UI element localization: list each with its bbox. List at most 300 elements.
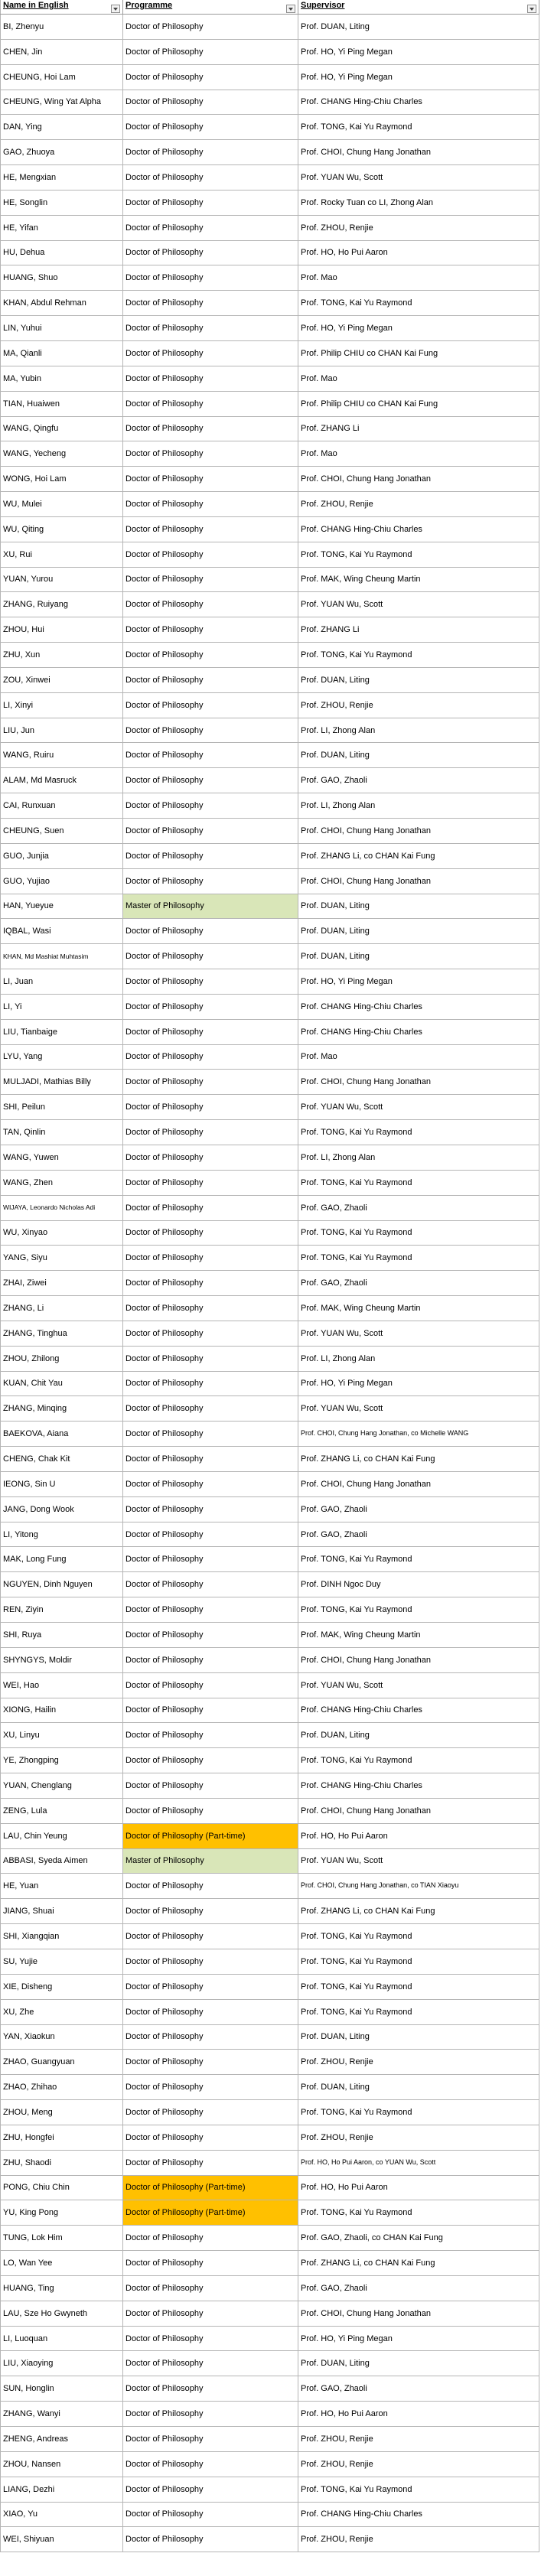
programme-cell[interactable]: Doctor of Philosophy: [123, 341, 298, 366]
name-cell[interactable]: BAEKOVA, Aiana: [0, 1422, 123, 1446]
name-cell[interactable]: HAN, Yueyue: [0, 894, 123, 919]
programme-cell[interactable]: Doctor of Philosophy: [123, 1799, 298, 1823]
supervisor-cell[interactable]: Prof. TONG, Kai Yu Raymond: [298, 1949, 539, 1974]
name-cell[interactable]: ZHOU, Zhilong: [0, 1347, 123, 1371]
programme-cell[interactable]: Doctor of Philosophy: [123, 2226, 298, 2250]
supervisor-cell[interactable]: Prof. HO, Yi Ping Megan: [298, 65, 539, 90]
supervisor-cell[interactable]: Prof. YUAN Wu, Scott: [298, 165, 539, 190]
programme-cell[interactable]: Doctor of Philosophy: [123, 265, 298, 290]
programme-cell[interactable]: Doctor of Philosophy: [123, 1271, 298, 1295]
name-cell[interactable]: CHENG, Chak Kit: [0, 1447, 123, 1471]
name-cell[interactable]: LYU, Yang: [0, 1045, 123, 1070]
supervisor-cell[interactable]: Prof. Mao: [298, 366, 539, 391]
name-cell[interactable]: CHEUNG, Hoi Lam: [0, 65, 123, 90]
supervisor-cell[interactable]: Prof. DUAN, Liting: [298, 2351, 539, 2376]
supervisor-cell[interactable]: Prof. TONG, Kai Yu Raymond: [298, 1246, 539, 1270]
programme-cell[interactable]: Doctor of Philosophy: [123, 40, 298, 64]
supervisor-cell[interactable]: Prof. TONG, Kai Yu Raymond: [298, 1120, 539, 1145]
programme-cell[interactable]: Doctor of Philosophy: [123, 1120, 298, 1145]
name-cell[interactable]: LIANG, Dezhi: [0, 2477, 123, 2502]
supervisor-cell[interactable]: Prof. CHOI, Chung Hang Jonathan, co TIAN Xiaoyu: [298, 1874, 539, 1898]
supervisor-cell[interactable]: Prof. TONG, Kai Yu Raymond: [298, 1171, 539, 1195]
programme-cell[interactable]: Doctor of Philosophy: [123, 291, 298, 315]
supervisor-cell[interactable]: Prof. DUAN, Liting: [298, 2075, 539, 2099]
name-cell[interactable]: HU, Dehua: [0, 241, 123, 265]
name-cell[interactable]: ZHANG, Tinghua: [0, 1321, 123, 1346]
supervisor-cell[interactable]: Prof. MAK, Wing Cheung Martin: [298, 1296, 539, 1321]
programme-cell[interactable]: Doctor of Philosophy: [123, 2251, 298, 2275]
name-cell[interactable]: ZOU, Xinwei: [0, 668, 123, 692]
programme-cell[interactable]: Doctor of Philosophy: [123, 819, 298, 843]
name-cell[interactable]: CHEUNG, Suen: [0, 819, 123, 843]
name-cell[interactable]: SHI, Ruya: [0, 1623, 123, 1647]
name-cell[interactable]: WANG, Yuwen: [0, 1145, 123, 1170]
programme-cell[interactable]: Doctor of Philosophy: [123, 869, 298, 894]
name-cell[interactable]: SUN, Honglin: [0, 2376, 123, 2401]
programme-cell[interactable]: Doctor of Philosophy: [123, 995, 298, 1019]
programme-cell[interactable]: Doctor of Philosophy: [123, 2503, 298, 2527]
supervisor-cell[interactable]: Prof. LI, Zhong Alan: [298, 793, 539, 818]
name-cell[interactable]: HE, Yuan: [0, 1874, 123, 1898]
supervisor-cell[interactable]: Prof. CHOI, Chung Hang Jonathan: [298, 1070, 539, 1094]
supervisor-cell[interactable]: Prof. ZHOU, Renjie: [298, 2452, 539, 2477]
programme-cell[interactable]: Doctor of Philosophy: [123, 1572, 298, 1597]
name-cell[interactable]: SU, Yujie: [0, 1949, 123, 1974]
name-cell[interactable]: ZHANG, Minqing: [0, 1396, 123, 1421]
name-cell[interactable]: MULJADI, Mathias Billy: [0, 1070, 123, 1094]
programme-cell[interactable]: Doctor of Philosophy: [123, 693, 298, 718]
programme-cell[interactable]: Doctor of Philosophy: [123, 718, 298, 743]
name-cell[interactable]: XU, Rui: [0, 542, 123, 567]
name-cell[interactable]: REN, Ziyin: [0, 1597, 123, 1622]
programme-cell[interactable]: Doctor of Philosophy: [123, 768, 298, 793]
programme-cell[interactable]: Doctor of Philosophy: [123, 1899, 298, 1923]
supervisor-cell[interactable]: Prof. DUAN, Liting: [298, 944, 539, 969]
name-cell[interactable]: ZENG, Lula: [0, 1799, 123, 1823]
supervisor-cell[interactable]: Prof. ZHANG Li: [298, 617, 539, 642]
filter-dropdown-icon[interactable]: [527, 5, 536, 13]
name-cell[interactable]: WIJAYA, Leonardo Nicholas Adi: [0, 1196, 123, 1220]
supervisor-cell[interactable]: Prof. Philip CHIU co CHAN Kai Fung: [298, 341, 539, 366]
programme-cell[interactable]: Doctor of Philosophy: [123, 2402, 298, 2426]
programme-cell[interactable]: Doctor of Philosophy: [123, 668, 298, 692]
programme-cell[interactable]: Doctor of Philosophy: [123, 1723, 298, 1747]
programme-cell[interactable]: Doctor of Philosophy: [123, 191, 298, 215]
supervisor-cell[interactable]: Prof. Mao: [298, 265, 539, 290]
programme-cell[interactable]: Doctor of Philosophy: [123, 1472, 298, 1496]
name-cell[interactable]: LI, Luoquan: [0, 2327, 123, 2351]
supervisor-cell[interactable]: Prof. TONG, Kai Yu Raymond: [298, 1975, 539, 1999]
name-cell[interactable]: HE, Songlin: [0, 191, 123, 215]
supervisor-cell[interactable]: Prof. CHOI, Chung Hang Jonathan: [298, 819, 539, 843]
name-cell[interactable]: BI, Zhenyu: [0, 15, 123, 39]
supervisor-cell[interactable]: Prof. Rocky Tuan co LI, Zhong Alan: [298, 191, 539, 215]
programme-cell[interactable]: Doctor of Philosophy: [123, 542, 298, 567]
supervisor-cell[interactable]: Prof. YUAN Wu, Scott: [298, 1321, 539, 1346]
name-cell[interactable]: LO, Wan Yee: [0, 2251, 123, 2275]
programme-cell[interactable]: Doctor of Philosophy: [123, 1698, 298, 1723]
supervisor-cell[interactable]: Prof. TONG, Kai Yu Raymond: [298, 291, 539, 315]
name-cell[interactable]: CHEUNG, Wing Yat Alpha: [0, 90, 123, 115]
supervisor-cell[interactable]: Prof. YUAN Wu, Scott: [298, 1849, 539, 1874]
programme-cell[interactable]: Doctor of Philosophy: [123, 1924, 298, 1949]
programme-cell[interactable]: Doctor of Philosophy: [123, 2427, 298, 2451]
supervisor-cell[interactable]: Prof. DUAN, Liting: [298, 919, 539, 943]
supervisor-cell[interactable]: Prof. TONG, Kai Yu Raymond: [298, 2477, 539, 2502]
name-cell[interactable]: ZHAO, Guangyuan: [0, 2050, 123, 2074]
programme-cell[interactable]: Doctor of Philosophy: [123, 1623, 298, 1647]
programme-cell[interactable]: Doctor of Philosophy: [123, 1347, 298, 1371]
supervisor-cell[interactable]: Prof. CHOI, Chung Hang Jonathan: [298, 2301, 539, 2326]
programme-cell[interactable]: Doctor of Philosophy: [123, 944, 298, 969]
supervisor-cell[interactable]: Prof. TONG, Kai Yu Raymond: [298, 2000, 539, 2024]
supervisor-cell[interactable]: Prof. LI, Zhong Alan: [298, 1145, 539, 1170]
programme-cell[interactable]: Doctor of Philosophy: [123, 1145, 298, 1170]
programme-cell[interactable]: Doctor of Philosophy: [123, 1070, 298, 1094]
supervisor-cell[interactable]: Prof. DUAN, Liting: [298, 2025, 539, 2050]
filter-dropdown-icon[interactable]: [286, 5, 295, 13]
supervisor-cell[interactable]: Prof. CHANG Hing-Chiu Charles: [298, 995, 539, 1019]
supervisor-cell[interactable]: Prof. LI, Zhong Alan: [298, 1347, 539, 1371]
supervisor-cell[interactable]: Prof. Mao: [298, 441, 539, 466]
programme-cell[interactable]: Doctor of Philosophy: [123, 969, 298, 994]
programme-cell[interactable]: Doctor of Philosophy: [123, 165, 298, 190]
supervisor-cell[interactable]: Prof. HO, Yi Ping Megan: [298, 1372, 539, 1396]
supervisor-cell[interactable]: Prof. DUAN, Liting: [298, 743, 539, 767]
name-cell[interactable]: ZHU, Shaodi: [0, 2151, 123, 2175]
name-cell[interactable]: WU, Qiting: [0, 517, 123, 542]
name-cell[interactable]: WANG, Zhen: [0, 1171, 123, 1195]
name-cell[interactable]: LAU, Chin Yeung: [0, 1824, 123, 1848]
name-cell[interactable]: ZHAO, Zhihao: [0, 2075, 123, 2099]
name-cell[interactable]: WANG, Ruiru: [0, 743, 123, 767]
programme-cell[interactable]: Doctor of Philosophy: [123, 392, 298, 416]
name-cell[interactable]: GUO, Junjia: [0, 844, 123, 868]
name-cell[interactable]: XIAO, Yu: [0, 2503, 123, 2527]
programme-cell[interactable]: Doctor of Philosophy: [123, 592, 298, 617]
name-cell[interactable]: YAN, Xiaokun: [0, 2025, 123, 2050]
supervisor-cell[interactable]: Prof. HO, Ho Pui Aaron: [298, 2176, 539, 2200]
name-cell[interactable]: YANG, Siyu: [0, 1246, 123, 1270]
name-cell[interactable]: LIU, Jun: [0, 718, 123, 743]
programme-cell[interactable]: Doctor of Philosophy: [123, 140, 298, 164]
supervisor-cell[interactable]: Prof. ZHANG Li, co CHAN Kai Fung: [298, 844, 539, 868]
supervisor-cell[interactable]: Prof. HO, Yi Ping Megan: [298, 316, 539, 340]
programme-cell[interactable]: Doctor of Philosophy: [123, 1673, 298, 1698]
supervisor-cell[interactable]: Prof. TONG, Kai Yu Raymond: [298, 2100, 539, 2125]
name-cell[interactable]: XU, Linyu: [0, 1723, 123, 1747]
name-cell[interactable]: HE, Yifan: [0, 216, 123, 240]
programme-cell[interactable]: Doctor of Philosophy: [123, 1648, 298, 1672]
programme-cell[interactable]: Doctor of Philosophy: [123, 568, 298, 592]
supervisor-cell[interactable]: Prof. CHOI, Chung Hang Jonathan: [298, 140, 539, 164]
name-cell[interactable]: LI, Juan: [0, 969, 123, 994]
programme-cell[interactable]: Doctor of Philosophy (Part-time): [123, 1824, 298, 1848]
supervisor-cell[interactable]: Prof. Mao: [298, 1045, 539, 1070]
programme-cell[interactable]: Doctor of Philosophy: [123, 492, 298, 516]
supervisor-cell[interactable]: Prof. HO, Ho Pui Aaron: [298, 2402, 539, 2426]
programme-cell[interactable]: Doctor of Philosophy: [123, 1321, 298, 1346]
name-cell[interactable]: ZHOU, Nansen: [0, 2452, 123, 2477]
name-cell[interactable]: NGUYEN, Dinh Nguyen: [0, 1572, 123, 1597]
name-cell[interactable]: GUO, Yujiao: [0, 869, 123, 894]
programme-cell[interactable]: Doctor of Philosophy: [123, 1949, 298, 1974]
name-cell[interactable]: ZHOU, Hui: [0, 617, 123, 642]
programme-cell[interactable]: Doctor of Philosophy: [123, 1447, 298, 1471]
supervisor-cell[interactable]: Prof. MAK, Wing Cheung Martin: [298, 568, 539, 592]
programme-cell[interactable]: Doctor of Philosophy (Part-time): [123, 2176, 298, 2200]
programme-cell[interactable]: Doctor of Philosophy: [123, 1975, 298, 1999]
supervisor-cell[interactable]: Prof. GAO, Zhaoli: [298, 768, 539, 793]
programme-cell[interactable]: Doctor of Philosophy: [123, 1773, 298, 1798]
supervisor-cell[interactable]: Prof. GAO, Zhaoli: [298, 1522, 539, 1547]
supervisor-cell[interactable]: Prof. CHOI, Chung Hang Jonathan: [298, 1472, 539, 1496]
programme-cell[interactable]: Doctor of Philosophy: [123, 517, 298, 542]
programme-cell[interactable]: Master of Philosophy: [123, 894, 298, 919]
supervisor-cell[interactable]: Prof. GAO, Zhaoli, co CHAN Kai Fung: [298, 2226, 539, 2250]
programme-cell[interactable]: Doctor of Philosophy: [123, 1422, 298, 1446]
name-cell[interactable]: CHEN, Jin: [0, 40, 123, 64]
name-cell[interactable]: HE, Mengxian: [0, 165, 123, 190]
programme-cell[interactable]: Doctor of Philosophy: [123, 2301, 298, 2326]
supervisor-cell[interactable]: Prof. ZHOU, Renjie: [298, 2527, 539, 2552]
programme-cell[interactable]: Doctor of Philosophy: [123, 2000, 298, 2024]
supervisor-cell[interactable]: Prof. TONG, Kai Yu Raymond: [298, 1547, 539, 1571]
name-cell[interactable]: ABBASI, Syeda Aimen: [0, 1849, 123, 1874]
programme-cell[interactable]: Doctor of Philosophy: [123, 1246, 298, 1270]
supervisor-cell[interactable]: Prof. CHOI, Chung Hang Jonathan: [298, 1648, 539, 1672]
supervisor-cell[interactable]: Prof. YUAN Wu, Scott: [298, 1673, 539, 1698]
programme-cell[interactable]: Doctor of Philosophy: [123, 2327, 298, 2351]
supervisor-cell[interactable]: Prof. CHANG Hing-Chiu Charles: [298, 2503, 539, 2527]
supervisor-cell[interactable]: Prof. CHOI, Chung Hang Jonathan: [298, 467, 539, 491]
supervisor-cell[interactable]: Prof. DUAN, Liting: [298, 668, 539, 692]
name-cell[interactable]: XU, Zhe: [0, 2000, 123, 2024]
name-cell[interactable]: ALAM, Md Masruck: [0, 768, 123, 793]
name-cell[interactable]: WONG, Hoi Lam: [0, 467, 123, 491]
name-cell[interactable]: HUANG, Shuo: [0, 265, 123, 290]
programme-cell[interactable]: Doctor of Philosophy: [123, 1221, 298, 1246]
name-cell[interactable]: JIANG, Shuai: [0, 1899, 123, 1923]
supervisor-cell[interactable]: Prof. Philip CHIU co CHAN Kai Fung: [298, 392, 539, 416]
supervisor-cell[interactable]: Prof. ZHOU, Renjie: [298, 492, 539, 516]
programme-cell[interactable]: Doctor of Philosophy: [123, 1296, 298, 1321]
name-cell[interactable]: YUAN, Yurou: [0, 568, 123, 592]
programme-cell[interactable]: Doctor of Philosophy: [123, 441, 298, 466]
programme-cell[interactable]: Doctor of Philosophy: [123, 1372, 298, 1396]
supervisor-cell[interactable]: Prof. CHANG Hing-Chiu Charles: [298, 1698, 539, 1723]
programme-cell[interactable]: Doctor of Philosophy: [123, 467, 298, 491]
name-cell[interactable]: SHI, Xiangqian: [0, 1924, 123, 1949]
programme-cell[interactable]: Doctor of Philosophy: [123, 643, 298, 667]
supervisor-cell[interactable]: Prof. TONG, Kai Yu Raymond: [298, 1924, 539, 1949]
programme-cell[interactable]: Doctor of Philosophy: [123, 366, 298, 391]
programme-cell[interactable]: Doctor of Philosophy: [123, 1196, 298, 1220]
programme-cell[interactable]: Doctor of Philosophy: [123, 617, 298, 642]
name-cell[interactable]: MAK, Long Fung: [0, 1547, 123, 1571]
programme-cell[interactable]: Doctor of Philosophy: [123, 1597, 298, 1622]
supervisor-cell[interactable]: Prof. GAO, Zhaoli: [298, 1196, 539, 1220]
name-cell[interactable]: CAI, Runxuan: [0, 793, 123, 818]
supervisor-cell[interactable]: Prof. DUAN, Liting: [298, 1723, 539, 1747]
supervisor-cell[interactable]: Prof. HO, Ho Pui Aaron: [298, 1824, 539, 1848]
programme-cell[interactable]: Doctor of Philosophy: [123, 2050, 298, 2074]
name-cell[interactable]: SHYNGYS, Moldir: [0, 1648, 123, 1672]
name-cell[interactable]: HUANG, Ting: [0, 2276, 123, 2301]
programme-cell[interactable]: Doctor of Philosophy: [123, 1874, 298, 1898]
supervisor-cell[interactable]: Prof. MAK, Wing Cheung Martin: [298, 1623, 539, 1647]
programme-cell[interactable]: Doctor of Philosophy: [123, 2125, 298, 2150]
supervisor-cell[interactable]: Prof. CHANG Hing-Chiu Charles: [298, 517, 539, 542]
name-cell[interactable]: XIONG, Hailin: [0, 1698, 123, 1723]
programme-cell[interactable]: Doctor of Philosophy: [123, 65, 298, 90]
name-cell[interactable]: WU, Mulei: [0, 492, 123, 516]
name-cell[interactable]: TUNG, Lok Him: [0, 2226, 123, 2250]
name-cell[interactable]: ZHENG, Andreas: [0, 2427, 123, 2451]
supervisor-cell[interactable]: Prof. GAO, Zhaoli: [298, 1497, 539, 1522]
supervisor-cell[interactable]: Prof. ZHOU, Renjie: [298, 693, 539, 718]
name-cell[interactable]: ZHANG, Ruiyang: [0, 592, 123, 617]
supervisor-cell[interactable]: Prof. TONG, Kai Yu Raymond: [298, 1221, 539, 1246]
name-cell[interactable]: SHI, Peilun: [0, 1095, 123, 1119]
programme-cell[interactable]: Doctor of Philosophy: [123, 90, 298, 115]
supervisor-cell[interactable]: Prof. TONG, Kai Yu Raymond: [298, 542, 539, 567]
supervisor-cell[interactable]: Prof. YUAN Wu, Scott: [298, 592, 539, 617]
programme-cell[interactable]: Doctor of Philosophy: [123, 2527, 298, 2552]
name-cell[interactable]: YE, Zhongping: [0, 1748, 123, 1773]
name-cell[interactable]: YUAN, Chenglang: [0, 1773, 123, 1798]
programme-cell[interactable]: Doctor of Philosophy (Part-time): [123, 2200, 298, 2225]
programme-cell[interactable]: Doctor of Philosophy: [123, 2025, 298, 2050]
supervisor-cell[interactable]: Prof. DINH Ngoc Duy: [298, 1572, 539, 1597]
supervisor-cell[interactable]: Prof. CHANG Hing-Chiu Charles: [298, 1020, 539, 1044]
programme-cell[interactable]: Doctor of Philosophy: [123, 2452, 298, 2477]
programme-cell[interactable]: Doctor of Philosophy: [123, 2351, 298, 2376]
programme-cell[interactable]: Doctor of Philosophy: [123, 241, 298, 265]
programme-cell[interactable]: Doctor of Philosophy: [123, 1095, 298, 1119]
name-cell[interactable]: WEI, Hao: [0, 1673, 123, 1698]
name-cell[interactable]: IQBAL, Wasi: [0, 919, 123, 943]
name-cell[interactable]: ZHANG, Li: [0, 1296, 123, 1321]
programme-cell[interactable]: Doctor of Philosophy: [123, 2151, 298, 2175]
supervisor-cell[interactable]: Prof. GAO, Zhaoli: [298, 1271, 539, 1295]
supervisor-cell[interactable]: Prof. ZHOU, Renjie: [298, 2050, 539, 2074]
supervisor-cell[interactable]: Prof. TONG, Kai Yu Raymond: [298, 643, 539, 667]
supervisor-cell[interactable]: Prof. ZHOU, Renjie: [298, 2125, 539, 2150]
programme-cell[interactable]: Doctor of Philosophy: [123, 417, 298, 441]
name-cell[interactable]: GAO, Zhuoya: [0, 140, 123, 164]
name-cell[interactable]: LI, Yi: [0, 995, 123, 1019]
programme-cell[interactable]: Doctor of Philosophy: [123, 919, 298, 943]
supervisor-cell[interactable]: Prof. DUAN, Liting: [298, 894, 539, 919]
filter-dropdown-icon[interactable]: [111, 5, 120, 13]
name-cell[interactable]: TIAN, Huaiwen: [0, 392, 123, 416]
supervisor-cell[interactable]: Prof. DUAN, Liting: [298, 15, 539, 39]
supervisor-cell[interactable]: Prof. ZHANG Li, co CHAN Kai Fung: [298, 1899, 539, 1923]
supervisor-cell[interactable]: Prof. CHANG Hing-Chiu Charles: [298, 90, 539, 115]
name-cell[interactable]: KHAN, Md Mashiat Muhtasim: [0, 944, 123, 969]
supervisor-cell[interactable]: Prof. TONG, Kai Yu Raymond: [298, 1597, 539, 1622]
supervisor-cell[interactable]: Prof. CHOI, Chung Hang Jonathan, co Michelle WANG: [298, 1422, 539, 1446]
name-cell[interactable]: ZHU, Xun: [0, 643, 123, 667]
programme-cell[interactable]: Doctor of Philosophy: [123, 115, 298, 139]
name-cell[interactable]: KHAN, Abdul Rehman: [0, 291, 123, 315]
supervisor-cell[interactable]: Prof. ZHANG Li, co CHAN Kai Fung: [298, 1447, 539, 1471]
programme-cell[interactable]: Doctor of Philosophy: [123, 2477, 298, 2502]
programme-cell[interactable]: Doctor of Philosophy: [123, 743, 298, 767]
programme-cell[interactable]: Doctor of Philosophy: [123, 1171, 298, 1195]
supervisor-cell[interactable]: Prof. ZHANG Li, co CHAN Kai Fung: [298, 2251, 539, 2275]
name-cell[interactable]: MA, Qianli: [0, 341, 123, 366]
supervisor-cell[interactable]: Prof. ZHANG Li: [298, 417, 539, 441]
supervisor-cell[interactable]: Prof. HO, Yi Ping Megan: [298, 40, 539, 64]
programme-cell[interactable]: Doctor of Philosophy: [123, 1522, 298, 1547]
name-cell[interactable]: ZHAI, Ziwei: [0, 1271, 123, 1295]
name-cell[interactable]: MA, Yubin: [0, 366, 123, 391]
name-cell[interactable]: ZHANG, Wanyi: [0, 2402, 123, 2426]
name-cell[interactable]: WEI, Shiyuan: [0, 2527, 123, 2552]
supervisor-cell[interactable]: Prof. HO, Ho Pui Aaron: [298, 241, 539, 265]
programme-cell[interactable]: Doctor of Philosophy: [123, 1547, 298, 1571]
programme-cell[interactable]: Doctor of Philosophy: [123, 1748, 298, 1773]
name-cell[interactable]: WANG, Yecheng: [0, 441, 123, 466]
programme-cell[interactable]: Doctor of Philosophy: [123, 1045, 298, 1070]
programme-cell[interactable]: Doctor of Philosophy: [123, 1497, 298, 1522]
programme-cell[interactable]: Doctor of Philosophy: [123, 1020, 298, 1044]
programme-cell[interactable]: Doctor of Philosophy: [123, 15, 298, 39]
programme-cell[interactable]: Master of Philosophy: [123, 1849, 298, 1874]
programme-cell[interactable]: Doctor of Philosophy: [123, 844, 298, 868]
supervisor-cell[interactable]: Prof. YUAN Wu, Scott: [298, 1095, 539, 1119]
name-cell[interactable]: LIN, Yuhui: [0, 316, 123, 340]
name-cell[interactable]: PONG, Chiu Chin: [0, 2176, 123, 2200]
programme-cell[interactable]: Doctor of Philosophy: [123, 316, 298, 340]
name-cell[interactable]: LIU, Xiaoying: [0, 2351, 123, 2376]
programme-cell[interactable]: Doctor of Philosophy: [123, 2276, 298, 2301]
supervisor-cell[interactable]: Prof. GAO, Zhaoli: [298, 2276, 539, 2301]
supervisor-cell[interactable]: Prof. ZHOU, Renjie: [298, 2427, 539, 2451]
name-cell[interactable]: DAN, Ying: [0, 115, 123, 139]
name-cell[interactable]: KUAN, Chit Yau: [0, 1372, 123, 1396]
supervisor-cell[interactable]: Prof. CHANG Hing-Chiu Charles: [298, 1773, 539, 1798]
name-cell[interactable]: YU, King Pong: [0, 2200, 123, 2225]
supervisor-cell[interactable]: Prof. HO, Yi Ping Megan: [298, 2327, 539, 2351]
supervisor-cell[interactable]: Prof. HO, Ho Pui Aaron, co YUAN Wu, Scott: [298, 2151, 539, 2175]
programme-cell[interactable]: Doctor of Philosophy: [123, 1396, 298, 1421]
programme-cell[interactable]: Doctor of Philosophy: [123, 2100, 298, 2125]
programme-cell[interactable]: Doctor of Philosophy: [123, 793, 298, 818]
name-cell[interactable]: WANG, Qingfu: [0, 417, 123, 441]
name-cell[interactable]: IEONG, Sin U: [0, 1472, 123, 1496]
supervisor-cell[interactable]: Prof. TONG, Kai Yu Raymond: [298, 115, 539, 139]
supervisor-cell[interactable]: Prof. YUAN Wu, Scott: [298, 1396, 539, 1421]
name-cell[interactable]: LI, Xinyi: [0, 693, 123, 718]
name-cell[interactable]: ZHU, Hongfei: [0, 2125, 123, 2150]
supervisor-cell[interactable]: Prof. ZHOU, Renjie: [298, 216, 539, 240]
name-cell[interactable]: JANG, Dong Wook: [0, 1497, 123, 1522]
name-cell[interactable]: WU, Xinyao: [0, 1221, 123, 1246]
name-cell[interactable]: LAU, Sze Ho Gwyneth: [0, 2301, 123, 2326]
name-cell[interactable]: LI, Yitong: [0, 1522, 123, 1547]
programme-cell[interactable]: Doctor of Philosophy: [123, 2376, 298, 2401]
name-cell[interactable]: ZHOU, Meng: [0, 2100, 123, 2125]
name-cell[interactable]: LIU, Tianbaige: [0, 1020, 123, 1044]
supervisor-cell[interactable]: Prof. TONG, Kai Yu Raymond: [298, 1748, 539, 1773]
name-cell[interactable]: TAN, Qinlin: [0, 1120, 123, 1145]
programme-cell[interactable]: Doctor of Philosophy: [123, 2075, 298, 2099]
supervisor-cell[interactable]: Prof. HO, Yi Ping Megan: [298, 969, 539, 994]
supervisor-cell[interactable]: Prof. CHOI, Chung Hang Jonathan: [298, 869, 539, 894]
